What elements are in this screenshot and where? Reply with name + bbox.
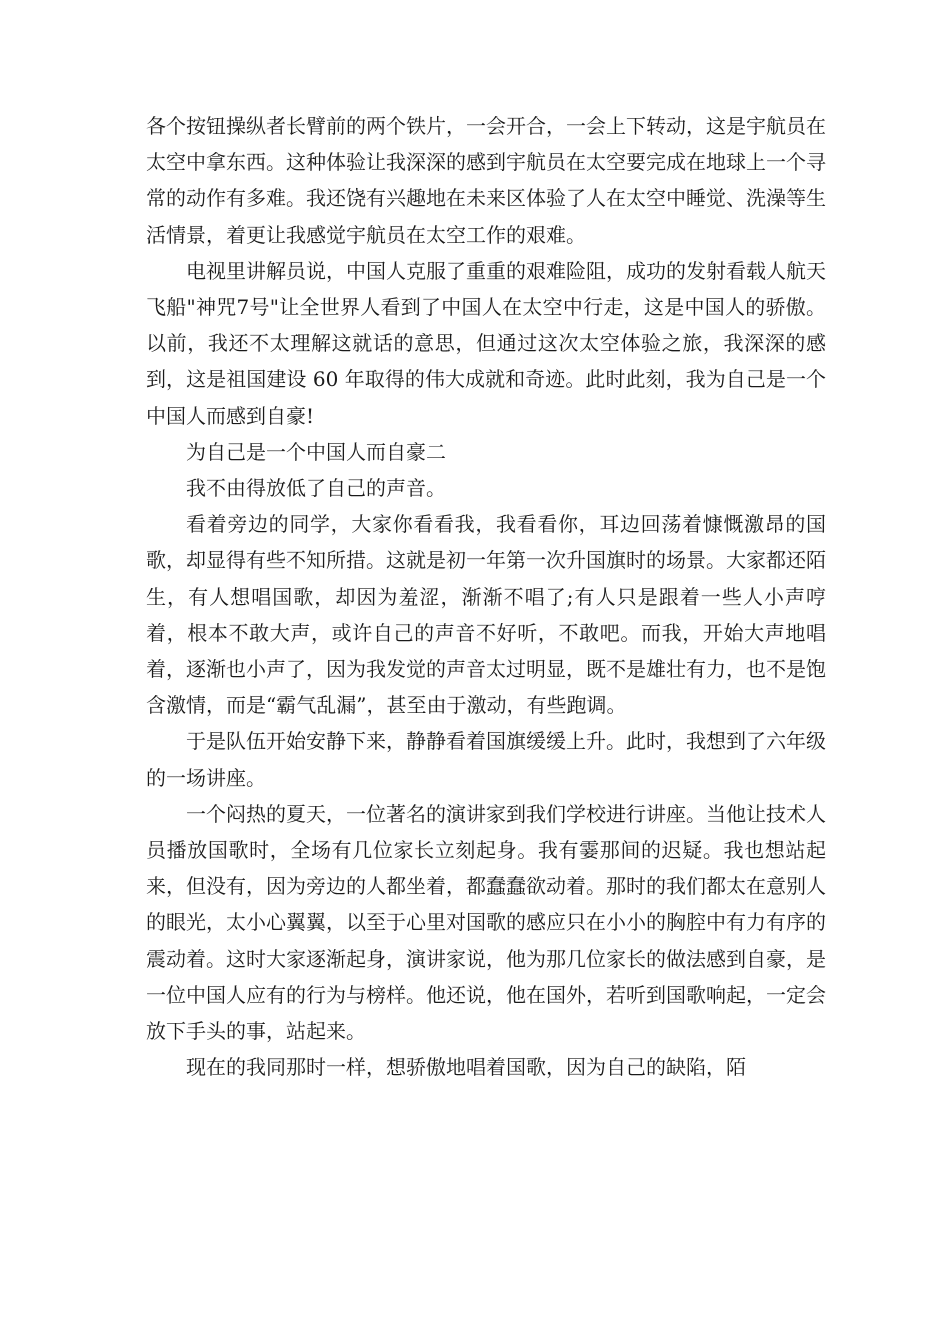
- text-line: 电视里讲解员说，中国人克服了重重的艰难险阻，成功的发射看: [186, 258, 746, 283]
- text-line: 现在的我同那时一样，想骄傲地唱着国歌，因为自己的缺陷，陌: [186, 1055, 746, 1080]
- text-line: 体验之旅，我深深的感到，这是祖国建设 60 年取得的伟大成就和奇迹。: [146, 331, 826, 392]
- text-line: 感应只在小小的胸腔中有力有序的震动着。这时大家逐渐起身，演讲: [146, 910, 826, 971]
- paragraph: [146, 470, 826, 506]
- text-line: 站起来。: [286, 1019, 366, 1044]
- paragraph: [146, 796, 826, 1049]
- text-line: 宇航员在太空中拿东西。这种体验让我深深的感到宇航员在太空要完: [146, 114, 826, 175]
- text-line: 看着旁边的同学，大家你看看我，我看看你，耳边回荡着慷慨激: [186, 512, 765, 537]
- text-line: 中国人的骄傲。以前，我还不太理解这就话的意思，但通过这次太空: [146, 295, 827, 356]
- text-line: 我不由得放低了自己的声音。: [186, 476, 446, 501]
- paragraph: [146, 108, 826, 253]
- document-body: [146, 108, 826, 1085]
- text-line: 成在地球上一个寻常的动作有多难。我还饶有兴趣地在未来区体验了: [146, 150, 826, 211]
- text-line: 是跟着一些人小声哼着，根本不敢大声，或许自己的声音不好听，不: [146, 584, 826, 645]
- text-line: 于是队伍开始安静下来，静静看着国旗缓缓上升。此时，我想到: [186, 729, 746, 754]
- text-line: 敢吧。而我，开始大声地唱着，逐渐也小声了，因为我发觉的声音太: [146, 620, 826, 682]
- text-line: 一个闷热的夏天，一位著名的演讲家到我们学校进行讲座。当他: [186, 801, 746, 826]
- paragraph: [146, 434, 826, 470]
- text-line: 载人航天飞船"神咒7号"让全世界人看到了中国人在太空中行走，这是: [146, 258, 826, 320]
- text-line: 为自己是一个中国人而自豪二: [186, 439, 446, 464]
- text-line: 过明显，既不是雄壮有力，也不是饱含激情，而是“霸气乱漏”，甚: [146, 657, 826, 718]
- text-line: 至由于激动，有些跑调。: [406, 693, 627, 718]
- text-line: 景。大家都还陌生，有人想唱国歌，却因为羞涩，渐渐不唱了;有人只: [146, 548, 826, 609]
- text-line: 了六年级的一场讲座。: [146, 729, 826, 790]
- paragraph: [146, 253, 826, 434]
- text-line: 让技术人员播放国歌时，全场有几位家长立刻起身。我有霎那间的迟: [146, 801, 826, 863]
- text-line: 疑。我也想站起来，但没有，因为旁边的人都坐着，都蠢蠢欲动着。: [146, 838, 826, 899]
- text-line: 人在太空中睡觉、洗澡等生活情景，着更让我感觉宇航员在太空工作: [146, 186, 826, 247]
- text-line: 家说，他为那几位家长的做法感到自豪，是一位中国人应有的行为与: [146, 946, 826, 1007]
- paragraph: [146, 1049, 826, 1085]
- text-line: 各个按钮操纵者长臂前的两个铁片，一会开合，一会上下转动，这是: [146, 114, 746, 138]
- text-line: 昂的国歌，却显得有些不知所措。这就是初一年第一次升国旗时的场: [146, 512, 827, 573]
- text-line: 榜样。他还说，他在国外，若听到国歌响起，一定会放下手头的事，: [146, 982, 826, 1044]
- text-line: 那时的我们都太在意别人的眼光，太小心翼翼，以至于心里对国歌的: [146, 874, 826, 935]
- paragraph: [146, 506, 826, 723]
- paragraph: [146, 723, 826, 795]
- text-line: 此时此刻，我为自己是一个中国人而感到自豪!: [146, 367, 826, 428]
- text-line: 的艰难。: [506, 222, 586, 247]
